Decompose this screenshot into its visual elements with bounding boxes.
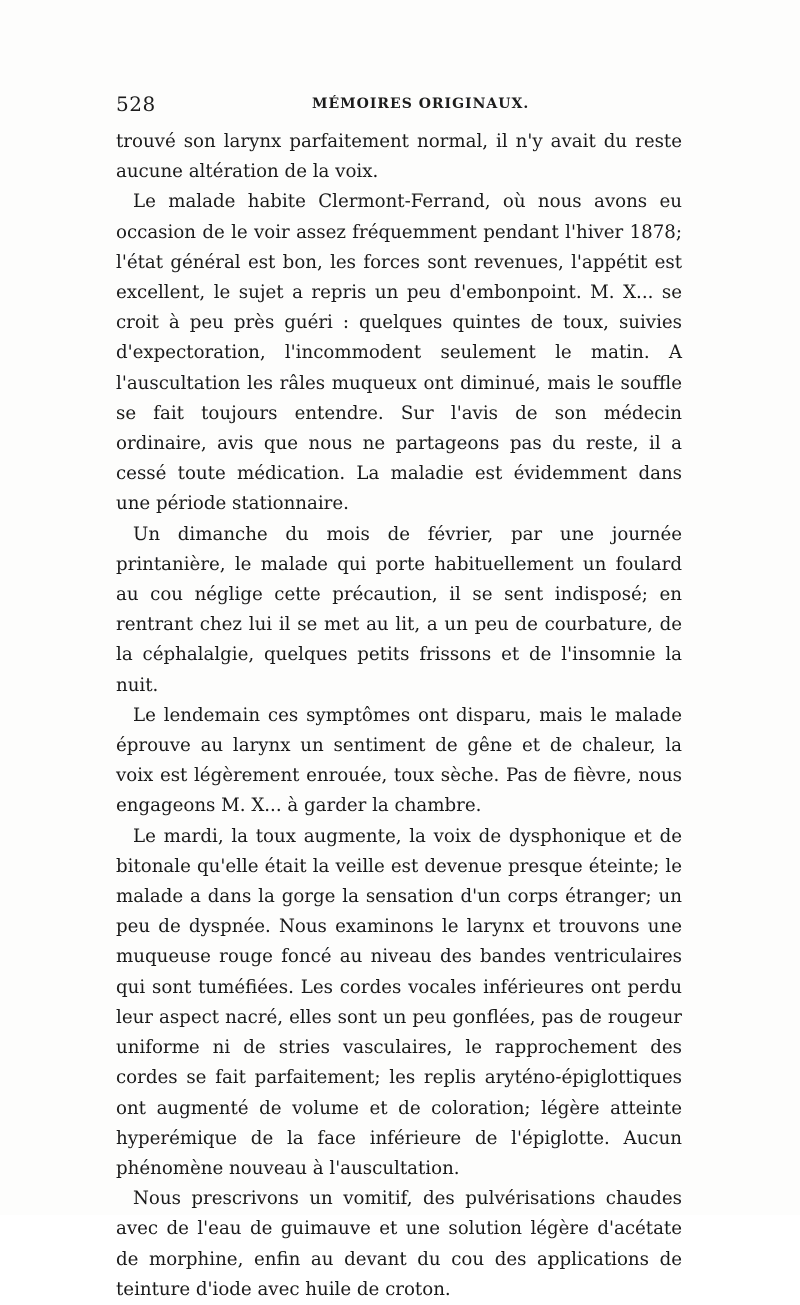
paragraph: Le lendemain ces symptômes ont disparu, mais le malade éprouve au larynx un sentiment de gêne et de chaleur, la voix est légèrement enrouée, toux sèche. Pas de fièvre, nous engageons M. X... à garder la chambre. (116, 704, 682, 817)
paragraph: Nous prescrivons un vomitif, des pulvérisations chaudes avec de l'eau de guimauve et une solution légère d'acétate de morphine, enfin au devant du cou des applications de teinture d'iode avec huile de croton. (116, 1188, 682, 1300)
paragraph: Le mardi, la toux augmente, la voix de dysphonique et de bitonale qu'elle était la veille est devenue presque éteinte; le malade a dans la gorge la sensation d'un corps étranger; un peu de dyspnée. Nous examinons le larynx et trouvons une muqueuse rouge foncé au niveau des bandes ventriculaires qui sont tuméfiées. Les cordes vocales inférieures ont perdu leur aspect nacré, elles sont un peu gonflées, pas de rougeur uniforme ni de stries vasculaires, le rapprochement des cordes se fait parfaitement; les replis aryténo-épiglottiques ont augmenté de volume et de coloration; légère atteinte hyperémique de la face inférieure de l'épiglotte. Aucun phénomène nouveau à l'auscultation. (116, 825, 682, 1179)
body-text (116, 127, 682, 1305)
paragraph-continuation: trouvé son larynx parfaitement normal, il n'y avait du reste aucune altération de la voix. (116, 131, 682, 183)
paragraph: Un dimanche du mois de février, par une journée printanière, le malade qui porte habituellement un foulard au cou néglige cette précaution, il se sent indisposé; en rentrant chez lui il se met au lit, a un peu de courbature, de la céphalalgie, quelques petits frissons et de l'insomnie la nuit. (116, 523, 682, 696)
page-number: 528 (116, 92, 156, 116)
paragraph: Le malade habite Clermont-Ferrand, où nous avons eu occasion de le voir assez fréquemment pendant l'hiver 1878; l'état général est bon, les forces sont revenues, l'appétit est excellent, le sujet a repris un peu d'embonpoint. M. X... se croit à peu près guéri : quelques quintes de toux, suivies d'expectoration, l'incommodent seulement le matin. A l'auscultation les râles muqueux ont diminué, mais le souffle se fait toujours entendre. Sur l'avis de son médecin ordinaire, avis que nous ne partageons pas du reste, il a cessé toute médication. La maladie est évidemment dans une période stationnaire. (116, 191, 682, 515)
running-title: MÉMOIRES ORIGINAUX. (312, 96, 530, 112)
page-header (116, 92, 682, 122)
